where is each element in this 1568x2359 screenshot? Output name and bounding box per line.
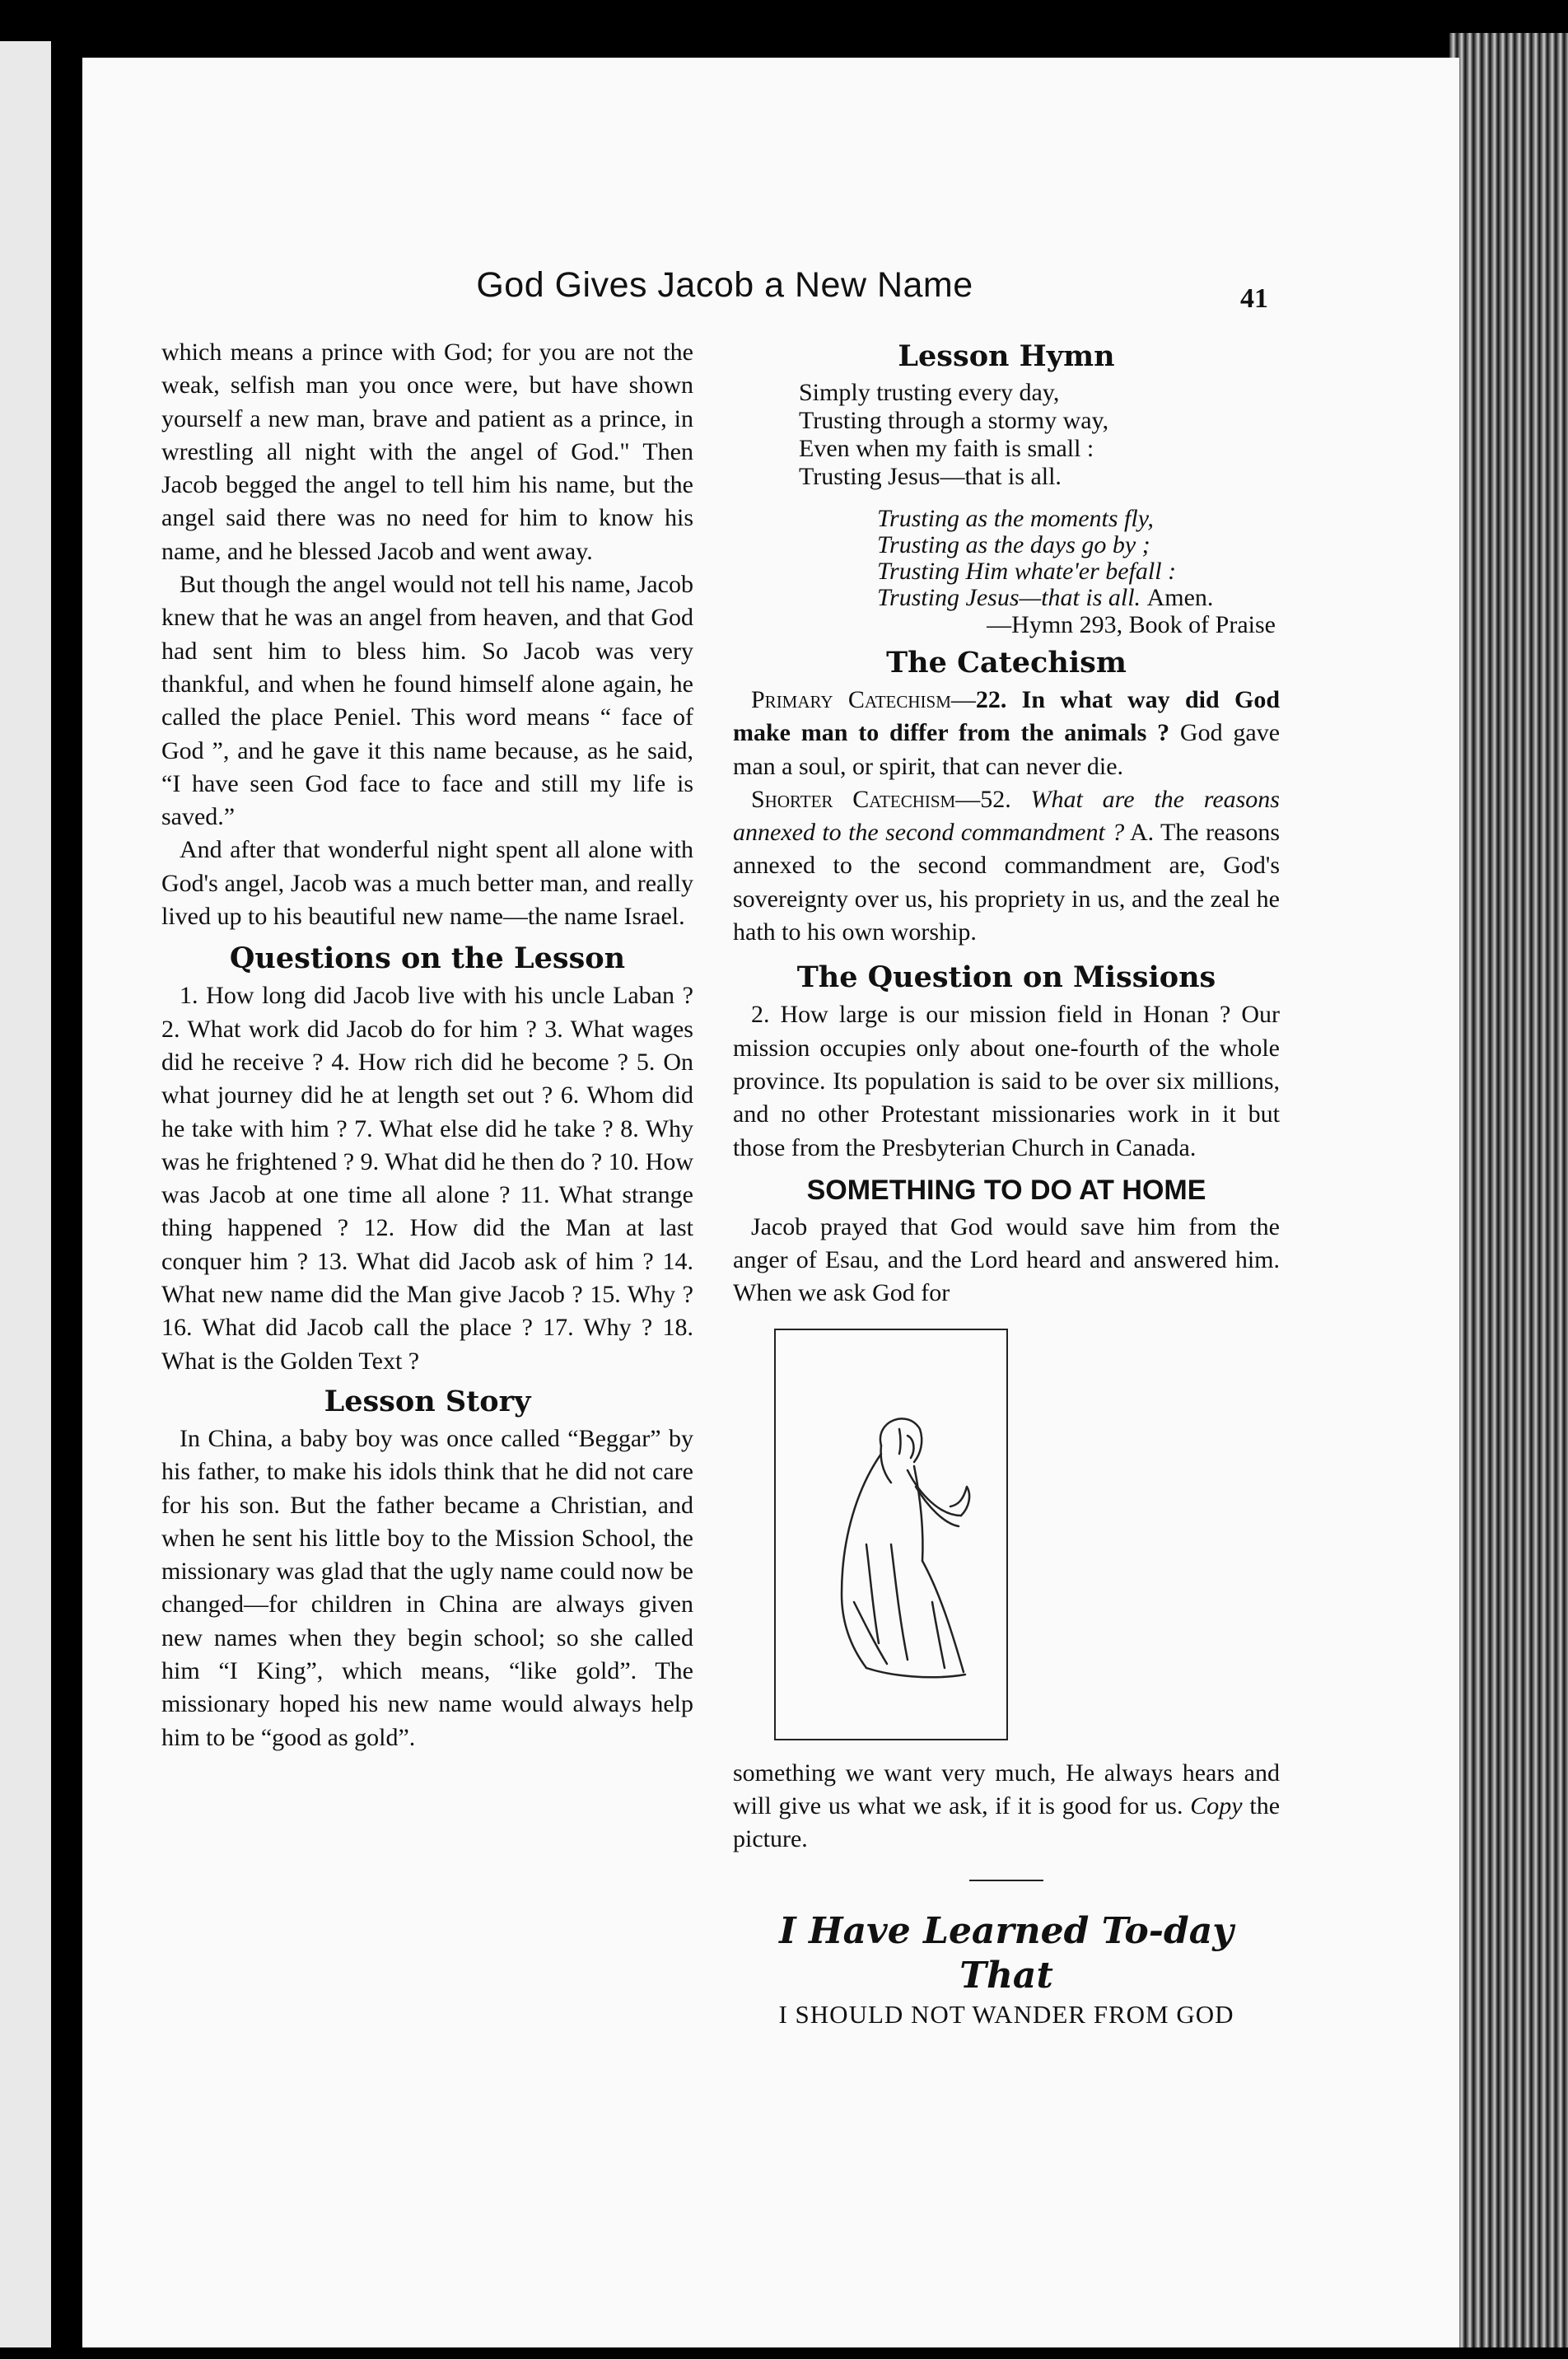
hymn-chorus-line: Trusting as the days go by ; [877,531,1150,558]
questions-text: 1. How long did Jacob live with his uncle Laban ? 2. What work did Jacob do for him ? 3. What wages did he receive ? 4. How rich did he become ? 5. On what journey did he at length set out ? 6. Whom did he take with him ? 7. What else did he take ? 8. Why was he frightened ? 9. What did he then do ? 10. How was Jacob at one time all alone ? 11. What strange thing happened ? 12. How did the Man at last conquer him ? 13. What did Jacob ask of him ? 14. What new name did the Man give Jacob ? 15. Why ? 16. What did Jacob call the place ? 17. Why ? 18. What is the Golden Text ? [161,982,693,1375]
divider-rule [969,1880,1043,1881]
adjacent-page-edge [0,41,51,2347]
praying-figure-picture [774,1329,1008,1740]
story-heading: Lesson Story [324,1384,531,1418]
home-heading: SOMETHING TO DO AT HOME [806,1174,1206,1206]
primary-catechism [733,684,1280,783]
page-number: 41 [1240,283,1268,314]
hymn-line: Simply trusting every day, [799,379,1060,406]
shorter-catechism [733,783,1280,949]
primary-catechism-answer: God gave man a soul, or spirit, that can never die. [733,719,1281,780]
left-column [161,336,693,1754]
continuation-paragraph: which means a prince with God; for you are not the weak, selfish man you once were, but have shown yourself a new man, brave and patient as a prince, in wrestling all night with the angel of God." Then Jacob begged the angel to tell him his name, but the angel said there was no need for him to know his name, and he blessed Jacob and went away. [161,339,693,565]
kneeling-figure-icon [776,1330,1006,1739]
hymn-chorus [733,506,1280,611]
hymn-amen: Amen. [1146,584,1214,611]
hymn-line: Trusting through a stormy way, [799,407,1109,434]
paragraph-peniel: But though the angel would not tell his name, Jacob knew that he was an angel from heaven, and that God had sent him to bless him. So Jacob was very thankful, and when he found himself alone again, he called the place Peniel. This word means “ face of God ”, and he gave it this name because, as he said, “I have seen God face to face and still my life is saved.” [161,571,693,831]
shorter-catechism-question: What are the reasons annexed to the second commandment ? [733,785,1280,847]
primary-catechism-label: Primary Catechism— [751,686,976,713]
missions-text: 2. How large is our mission field in Honan ? Our mission occupies only about one-fourth of the whole province. Its population is said to be over six millions, and no other Protestant missionaries work in it but those from the Presbyterian Church in Canada. [733,1001,1280,1161]
hymn-line: Trusting Jesus—that is all. [799,463,1062,490]
home-text: Jacob prayed that God would save him from the anger of Esau, and the Lord heard and answered him. When we ask God for [733,1212,1280,1307]
learned-text: I SHOULD NOT WANDER FROM GOD [778,1999,1234,2029]
home-text-continued [733,1757,1280,1857]
hymn-heading: Lesson Hymn [898,339,1115,373]
catechism-heading: The Catechism [886,646,1127,680]
paragraph-israel: And after that wonderful night spent all alone with God's angel, Jacob was a much better man, and really lived up to his beautiful new name—the name Israel. [161,836,693,931]
hymn-chorus-line: Trusting as the moments fly, [877,505,1154,532]
home-text-copy: Copy [1190,1792,1243,1820]
primary-catechism-question: 22. In what way did God make man to differ from the animals ? [733,686,1280,747]
right-column [733,336,1280,2031]
running-title: God Gives Jacob a New Name [476,265,973,305]
hymn-verse [733,379,1280,491]
shorter-catechism-label: Shorter Catechism— [751,785,981,813]
book-page-edges [1449,33,1568,2347]
hymn-chorus-last: Trusting Jesus—that is all. [877,584,1141,611]
missions-heading: The Question on Missions [796,960,1216,995]
questions-heading: Questions on the Lesson [229,941,626,976]
story-text: In China, a baby boy was once called “Beggar” by his father, to make his idols think that he did not care for his son. But the father became a Christian, and when he sent his little boy to the Mission School, the missionary was glad that the ugly name could now be changed—for children in China are always given new names when they begin school; so she called him “I King”, which means, “like gold”. The missionary hoped his new name would always help him to be “good as gold”. [161,1424,693,1751]
hymn-line: Even when my faith is small : [799,435,1094,462]
hymn-attribution: —Hymn 293, Book of Praise [987,611,1276,638]
learned-heading: I Have Learned To-day That [779,1909,1234,1997]
home-text-a: something we want very much, He always hears and will give us what we ask, if it is good for us. [733,1759,1280,1820]
hymn-chorus-line [733,585,1280,611]
shorter-catechism-answer: A. The reasons annexed to the second commandment are, God's sovereignty over us, his propriety in us, and the zeal he hath to his own worship. [733,819,1280,946]
hymn-chorus-line: Trusting Him whate'er befall : [877,558,1177,585]
home-text-b: the picture. [733,1792,1281,1853]
shorter-catechism-number: 52. [980,785,1011,813]
